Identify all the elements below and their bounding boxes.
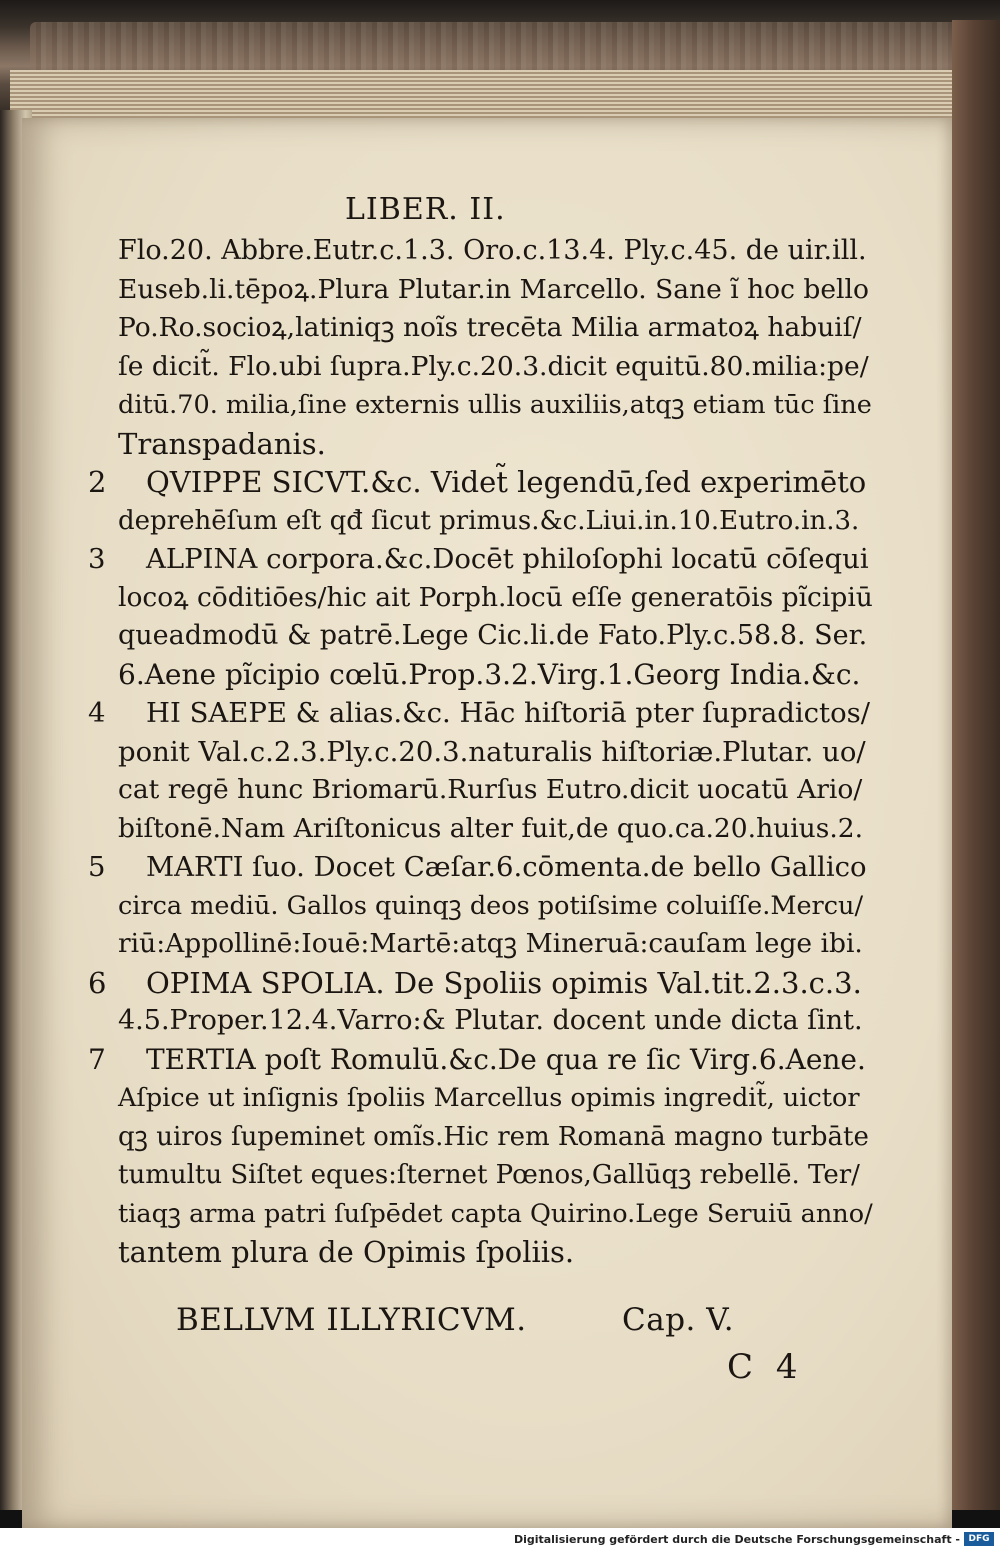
text-line	[118, 579, 873, 618]
text-line	[118, 771, 868, 810]
line-text: riū:Appollinē:Iouē:Martē:atqꝫ Mineruā:cauſam lege ibi.	[118, 928, 863, 959]
signature-mark: C 4	[727, 1347, 804, 1387]
text-line	[118, 425, 868, 464]
chapter-title: BELLVM ILLYRICVM.	[176, 1302, 527, 1338]
line-text: locoꝝ cōditiōes/hic ait Porph.locū eſſe generatōis pĩcipiū	[118, 581, 873, 613]
line-text: queadmodū & patrē.Lege Cic.li.de Fato.Ply.c.58.8. Ser.	[118, 620, 868, 651]
line-text: ditū.70. milia,ſine externis ullis auxiliis,atqꝫ etiam tūc ſine	[118, 390, 872, 420]
text-line	[118, 1079, 868, 1118]
line-text: circa mediū. Gallos quinqꝫ deos potiſsime coluiſſe.Mercu/	[118, 890, 864, 921]
text-block	[88, 232, 873, 1272]
text-line	[88, 694, 871, 733]
text-line	[118, 1195, 873, 1234]
line-text: biſtonē.Nam Ariſtonicus alter fuit,de quo.ca.20.huius.2.	[118, 812, 864, 844]
note-marker: 2	[88, 465, 107, 499]
text-line	[88, 1041, 868, 1080]
line-text: deprehēſum eſt qđ ſicut primus.&c.Liui.in.10.Eutro.in.3.	[118, 505, 860, 536]
text-line	[88, 463, 868, 502]
line-text: TERTIA poſt Romulū.&c.De qua re ſic Virg.6.Aene.	[146, 1042, 866, 1076]
line-text: 4.5.Proper.12.4.Varro:& Plutar. docent unde dicta ſint.	[118, 1005, 863, 1036]
text-line	[118, 733, 868, 772]
line-text: ALPINA corpora.&c.Docēt philoſophi locatū cōſequi	[146, 543, 869, 575]
note-marker: 6	[88, 965, 107, 1000]
text-line	[118, 271, 868, 310]
line-text: cat regē hunc Briomarū.Rurſus Eutro.dicit uocatū Ario/	[118, 774, 863, 805]
text-line	[118, 810, 868, 849]
chapter-heading	[176, 1302, 736, 1338]
note-marker: 7	[88, 1042, 106, 1076]
text-line	[118, 1002, 868, 1041]
line-text: Flo.20. Abbre.Eutr.c.1.3. Oro.c.13.4. Ply.c.45. de uir.ill.	[118, 235, 867, 266]
chapter-number: Cap. V.	[622, 1302, 735, 1338]
text-line	[118, 1118, 868, 1157]
text-line	[118, 1156, 868, 1195]
line-text: HI SAEPE & alias.&c. Hāc hiſtoriā pter ſupradictos/	[146, 697, 871, 729]
text-line	[118, 617, 868, 656]
note-marker: 4	[88, 697, 106, 729]
note-marker: 5	[88, 851, 106, 883]
text-line	[118, 656, 868, 695]
line-text: QVIPPE SICVT.&c. Videt̃ legendū,ſed experimēto	[146, 465, 867, 499]
line-text: MARTI ſuo. Docet Cæſar.6.cōmenta.de bello Gallico	[146, 851, 867, 883]
line-text: Po.Ro.socioꝝ,latiniqꝫ noĩs trecēta Milia armatoꝝ habuiſ/	[118, 312, 862, 343]
text-line	[88, 540, 869, 579]
text-line	[118, 309, 868, 348]
text-line	[118, 1233, 868, 1272]
line-text: tiaqꝫ arma patri ſuſpēdet capta Quirino.Lege Seruiū anno/	[118, 1198, 873, 1229]
line-text: tantem plura de Opimis ſpoliis.	[118, 1235, 575, 1269]
line-text: tumultu Siſtet eques:ſternet Pœnos,Gallūqꝫ rebellē. Ter/	[118, 1160, 860, 1190]
text-line	[118, 348, 868, 387]
book-right-edge	[952, 20, 1000, 1510]
text-line	[118, 232, 868, 271]
line-text: Euseb.li.tēpoꝝ.Plura Plutar.in Marcello. Sane ĩ hoc bello	[118, 273, 869, 305]
text-line	[118, 386, 872, 425]
text-line	[118, 925, 868, 964]
line-text: ponit Val.c.2.3.Ply.c.20.3.naturalis hiſtoriæ.Plutar. uo/	[118, 735, 866, 768]
line-text: 6.Aene pĩcipio cœlū.Prop.3.2.Virg.1.Georg India.&c.	[118, 657, 861, 691]
book-cover-edge	[30, 22, 960, 72]
dfg-logo-icon: DFG	[964, 1532, 994, 1546]
text-line	[118, 502, 868, 541]
line-text: ſe dicit̃. Flo.ubi ſupra.Ply.c.20.3.dicit equitū.80.milia:pe/	[118, 350, 869, 382]
line-text: qꝫ uiros ſupeminet omĩs.Hic rem Romanā magno turbāte	[118, 1121, 869, 1152]
line-text: OPIMA SPOLIA. De Spoliis opimis Val.tit.2.3.c.3.	[146, 965, 862, 1000]
footer-bar	[0, 1528, 1000, 1551]
text-line	[88, 848, 868, 887]
page-leaves	[10, 70, 972, 122]
line-text: Aſpice ut inſignis ſpoliis Marcellus opimis ingredit̃, uictor	[118, 1083, 860, 1113]
note-marker: 3	[88, 543, 106, 575]
running-head: LIBER. II.	[345, 192, 506, 227]
footer-credit: Digitalisierung gefördert durch die Deutsche Forschungsgemeinschaft -	[513, 1533, 960, 1546]
line-text: Transpadanis.	[118, 426, 326, 461]
text-line	[118, 887, 868, 926]
text-line	[88, 964, 868, 1003]
